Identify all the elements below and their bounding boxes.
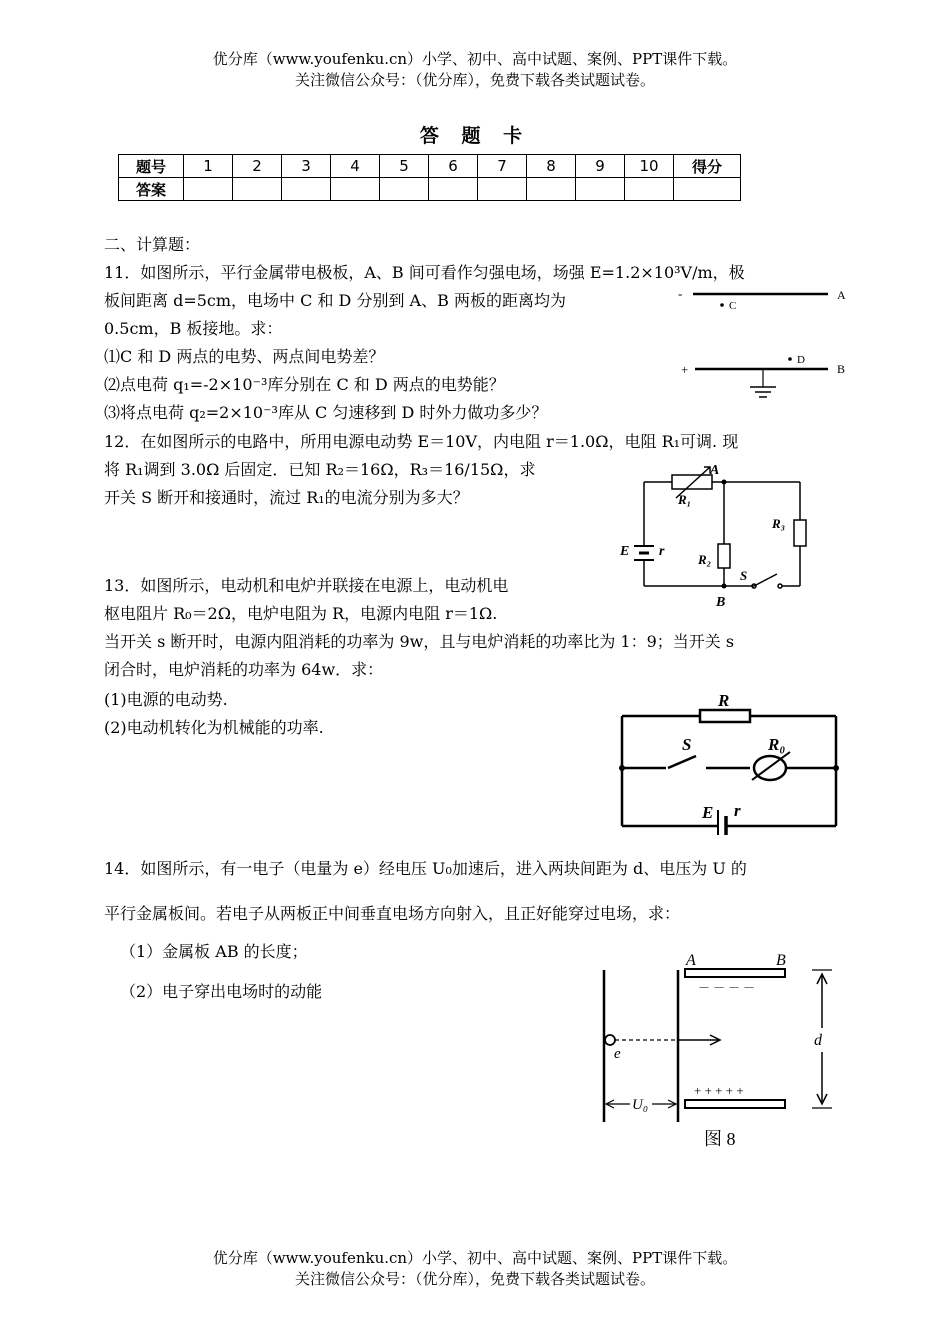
furnace-label: R xyxy=(718,691,730,710)
q11-line-1: 11．如图所示，平行金属带电极板，A、B 间可看作匀强电场，场强 E=1.2×10³V/m，极 xyxy=(104,263,745,282)
plate-a-label: A xyxy=(837,288,846,302)
q11-line-3: 0.5cm，B 板接地。求： xyxy=(104,319,283,338)
q12-line-3: 开关 S 断开和接通时，流过 R₁的电流分别为多大？ xyxy=(104,488,469,507)
header-line-2: 关注微信公众号：（优分库），免费下载各类试题试卷。 xyxy=(294,71,655,89)
emf-label: E xyxy=(620,544,630,559)
node-b xyxy=(722,584,727,589)
switch-label: S xyxy=(740,568,748,583)
q12-line-1: 12．在如图所示的电路中，所用电源电动势 E＝10V，内电阻 r＝1.0Ω，电阻 R₁可调. 现 xyxy=(104,432,739,451)
answer-cell[interactable] xyxy=(429,178,478,201)
question-number: 8 xyxy=(527,155,576,178)
answer-cell[interactable] xyxy=(184,178,233,201)
question-number: 3 xyxy=(282,155,331,178)
question-number: 9 xyxy=(576,155,625,178)
q11-plates-figure xyxy=(670,282,860,412)
emf-label: E xyxy=(702,803,714,822)
figure-caption: 图 8 xyxy=(704,1129,736,1149)
question-number: 4 xyxy=(331,155,380,178)
positive-charges: + + + + + xyxy=(694,1083,744,1098)
point-d xyxy=(788,357,792,361)
switch-label: S xyxy=(682,735,692,754)
point-d-label: D xyxy=(797,354,805,366)
row-label-number: 题号 xyxy=(119,155,184,178)
point-c xyxy=(720,303,724,307)
r3-label: R₃ xyxy=(772,516,786,531)
question-number: 6 xyxy=(429,155,478,178)
answer-cell[interactable] xyxy=(478,178,527,201)
q13-line-2: 枢电阻片 R₀＝2Ω，电炉电阻为 R，电源内电阻 r＝1Ω. xyxy=(104,604,498,623)
q12-circuit-figure xyxy=(612,458,822,613)
negative-charges: － － － － xyxy=(698,981,756,995)
answer-cell[interactable] xyxy=(233,178,282,201)
answer-card-table xyxy=(118,154,741,201)
q13-line-1: 13．如图所示，电动机和电炉并联接在电源上，电动机电 xyxy=(104,576,509,595)
r1-label: R₁ xyxy=(678,492,692,507)
r3-resistor xyxy=(794,520,806,546)
answer-cell[interactable] xyxy=(527,178,576,201)
plate-b-label: B xyxy=(776,952,786,969)
r1-resistor xyxy=(672,475,712,489)
q13-circuit-figure xyxy=(610,680,850,835)
point-c-label: C xyxy=(729,300,737,312)
plate-a-label: A xyxy=(686,952,696,969)
q14-line-2: 平行金属板间。若电子从两板正中间垂直电场方向射入，且正好能穿过电场，求： xyxy=(104,904,681,923)
r2-label: R₂ xyxy=(698,552,712,567)
header-line-1: 优分库（www.youfenku.cn）小学、初中、高中试题、案例、PPT课件下载。 xyxy=(212,50,738,68)
internal-r-label: r xyxy=(734,801,741,820)
q11-part-1: ⑴C 和 D 两点的电势、两点间电势差？ xyxy=(104,347,385,366)
q13-line-4: 闭合时，电炉消耗的功率为 64w．求： xyxy=(104,660,384,679)
question-number: 1 xyxy=(184,155,233,178)
q14-electron-figure xyxy=(590,948,850,1158)
footer-line-1: 优分库（www.youfenku.cn）小学、初中、高中试题、案例、PPT课件下载。 xyxy=(212,1249,738,1267)
answer-cell[interactable] xyxy=(625,178,674,201)
answer-card-title: 答 题 卡 xyxy=(419,125,531,147)
answer-cell[interactable] xyxy=(282,178,331,201)
answer-cell[interactable] xyxy=(576,178,625,201)
q12-line-2: 将 R₁调到 3.0Ω 后固定．已知 R₂＝16Ω，R₃＝16/15Ω，求 xyxy=(104,460,536,479)
electron-label: e xyxy=(614,1046,621,1062)
furnace-resistor xyxy=(700,710,750,722)
q14-part-1: （1）金属板 AB 的长度； xyxy=(120,942,308,961)
question-number: 7 xyxy=(478,155,527,178)
section-title: 二、计算题： xyxy=(104,235,201,254)
q11-line-2: 板间距离 d=5cm，电场中 C 和 D 分别到 A、B 两板的距离均为 xyxy=(104,291,566,310)
node-a xyxy=(722,480,727,485)
plate-top xyxy=(685,969,785,977)
plate-bottom xyxy=(685,1100,785,1108)
q13-line-3: 当开关 s 断开时，电源内阻消耗的功率为 9w，且与电炉消耗的功率比为 1：9；当开关 s xyxy=(104,632,735,651)
plus-sign: + xyxy=(681,362,689,377)
motor-label: R₀ xyxy=(768,735,786,754)
footer-line-2: 关注微信公众号：（优分库），免费下载各类试题试卷。 xyxy=(294,1270,655,1288)
electron xyxy=(605,1035,615,1045)
q13-part-2: (2)电动机转化为机械能的功率. xyxy=(104,718,324,737)
score-label: 得分 xyxy=(674,155,741,178)
r2-resistor xyxy=(718,544,730,568)
q14-line-1: 14．如图所示，有一电子（电量为 e）经电压 U₀加速后，进入两块间距为 d、电压为 U 的 xyxy=(104,859,747,878)
internal-r-label: r xyxy=(659,544,665,559)
question-number: 5 xyxy=(380,155,429,178)
voltage-u0-label: U₀ xyxy=(632,1097,649,1113)
distance-label: d xyxy=(814,1032,822,1049)
score-cell[interactable] xyxy=(674,178,741,201)
answer-cell[interactable] xyxy=(380,178,429,201)
answer-cell[interactable] xyxy=(331,178,380,201)
node-b-label: B xyxy=(716,595,726,610)
plate-b-label: B xyxy=(837,362,846,376)
q13-part-1: (1)电源的电动势. xyxy=(104,690,228,709)
q11-part-3: ⑶将点电荷 q₂=2×10⁻³库从 C 匀速移到 D 时外力做功多少？ xyxy=(104,403,548,422)
row-label-answer: 答案 xyxy=(119,178,184,201)
question-number: 10 xyxy=(625,155,674,178)
q14-part-2: （2）电子穿出电场时的动能 xyxy=(120,982,323,1001)
q11-part-2: ⑵点电荷 q₁=-2×10⁻³库分别在 C 和 D 两点的电势能？ xyxy=(104,375,505,394)
minus-sign: - xyxy=(678,286,683,301)
node-a-label: A xyxy=(710,463,720,478)
question-number: 2 xyxy=(233,155,282,178)
